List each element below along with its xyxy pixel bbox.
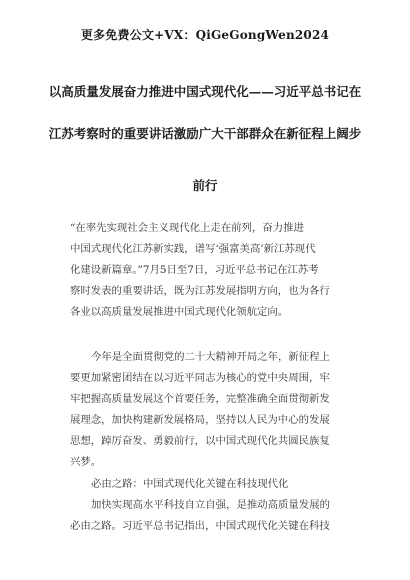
paragraph-line: 化建设新篇章。”7月5日至7日，习近平总书记在江苏考 [70, 264, 319, 276]
paragraph-line: 兴梦。 [70, 456, 102, 468]
title-line-1: 以高质量发展奋力推进中国式现代化——习近平总书记在 [48, 84, 362, 99]
paragraph-line: 展理念，加快构建新发展格局，坚持以人民为中心的发展 [70, 414, 330, 426]
paragraph-line: 今年是全面贯彻党的二十大精神开局之年，新征程上 [91, 351, 330, 363]
paragraph-line: 察时发表的重要讲话，既为江苏发展指明方向，也为各行 [70, 285, 330, 297]
promo-header: 更多免费公文+VX：QiGeGongWen2024 [80, 28, 330, 42]
paragraph-line: “在率先实现社会主义现代化上走在前列，奋力推进 [70, 222, 304, 234]
title-line-2: 江苏考察时的重要讲话激励广大干部群众在新征程上阔步 [48, 126, 362, 141]
body-paragraph-1 [70, 218, 360, 323]
paragraph-line: 思想，踔厉奋发、勇毅前行，以中国式现代化共圆民族复 [70, 435, 330, 447]
section-subheading: 必由之路：中国式现代化关键在科技现代化 [91, 478, 289, 490]
paragraph-line: 牢把握高质量发展这个首要任务，完整准确全面贯彻新发 [70, 393, 330, 405]
title-line-3: 前行 [192, 178, 218, 193]
paragraph-line: 中国式现代化江苏新实践，谱写‘强富美高’新江苏现代 [70, 243, 316, 255]
paragraph-line: 各业以高质量发展推进中国式现代化领航定向。 [70, 306, 289, 318]
body-paragraph-3 [70, 495, 360, 537]
paragraph-line: 要更加紧密团结在以习近平同志为核心的党中央周围，牢 [70, 372, 330, 384]
paragraph-line: 加快实现高水平科技自立自强，是推动高质量发展的 [91, 499, 330, 511]
body-paragraph-2 [70, 347, 360, 473]
paragraph-line: 必由之路。习近平总书记指出，中国式现代化关键在科技 [70, 520, 330, 532]
